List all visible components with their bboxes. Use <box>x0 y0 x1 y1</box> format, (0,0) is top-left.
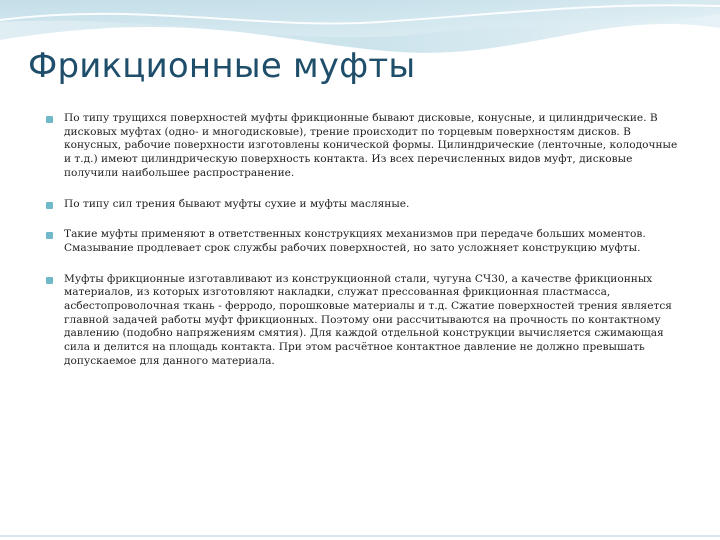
bullet-item-4 <box>44 273 684 369</box>
square-bullet-icon <box>46 202 53 209</box>
bullet-item-1 <box>44 112 684 181</box>
bullet-text-2: По типу сил трения бывают муфты сухие и муфты масляные. <box>64 197 410 210</box>
bullet-text-4: Муфты фрикционные изготавливают из конструкционной стали, чугуна СЧ30, а качестве фрикционных материалов, из которых изготовляют накладки, служат прессованная фрикционная пластмасса, асбестопроволочная ткань - ферродо, порошковые материалы и т.д. Сжатие поверхностей трения является главной задачей работы муфт фрикционных. Поэтому они рассчитываются на прочность по контактному давлению (подобно напряжениям смятия). Для каждой отдельной конструкции вычисляется сжимающая сила и делится на площадь контакта. При этом расчётное контактное давление не должно превышать допускаемое для данного материала. <box>64 272 672 367</box>
bullet-item-3 <box>44 228 684 255</box>
bullet-item-2 <box>44 198 684 212</box>
bullet-text-1: По типу трущихся поверхностей муфты фрикционные бывают дисковые, конусные, и цилиндрические. В дисковых муфтах (одно- и многодисковые), трение происходит по торцевым поверхностям дисков. В конусных, рабочие поверхности изготовлены конической формы. Цилиндрические (ленточные, колодочные и т.д.) имеют цилиндрическую поверхность контакта. Из всех перечисленных видов муфт, дисковые получили наибольшее распространение. <box>64 112 678 179</box>
bullet-list <box>44 112 684 369</box>
square-bullet-icon <box>46 232 53 239</box>
square-bullet-icon <box>46 116 53 123</box>
bullet-text-3: Такие муфты применяют в ответственных конструкциях механизмов при передаче больших моментов. Смазывание продлевает срок службы рабочих поверхностей, но зато усложняет конструкцию муфты. <box>64 228 646 254</box>
square-bullet-icon <box>46 277 53 284</box>
slide-title: Фрикционные муфты <box>28 46 416 86</box>
